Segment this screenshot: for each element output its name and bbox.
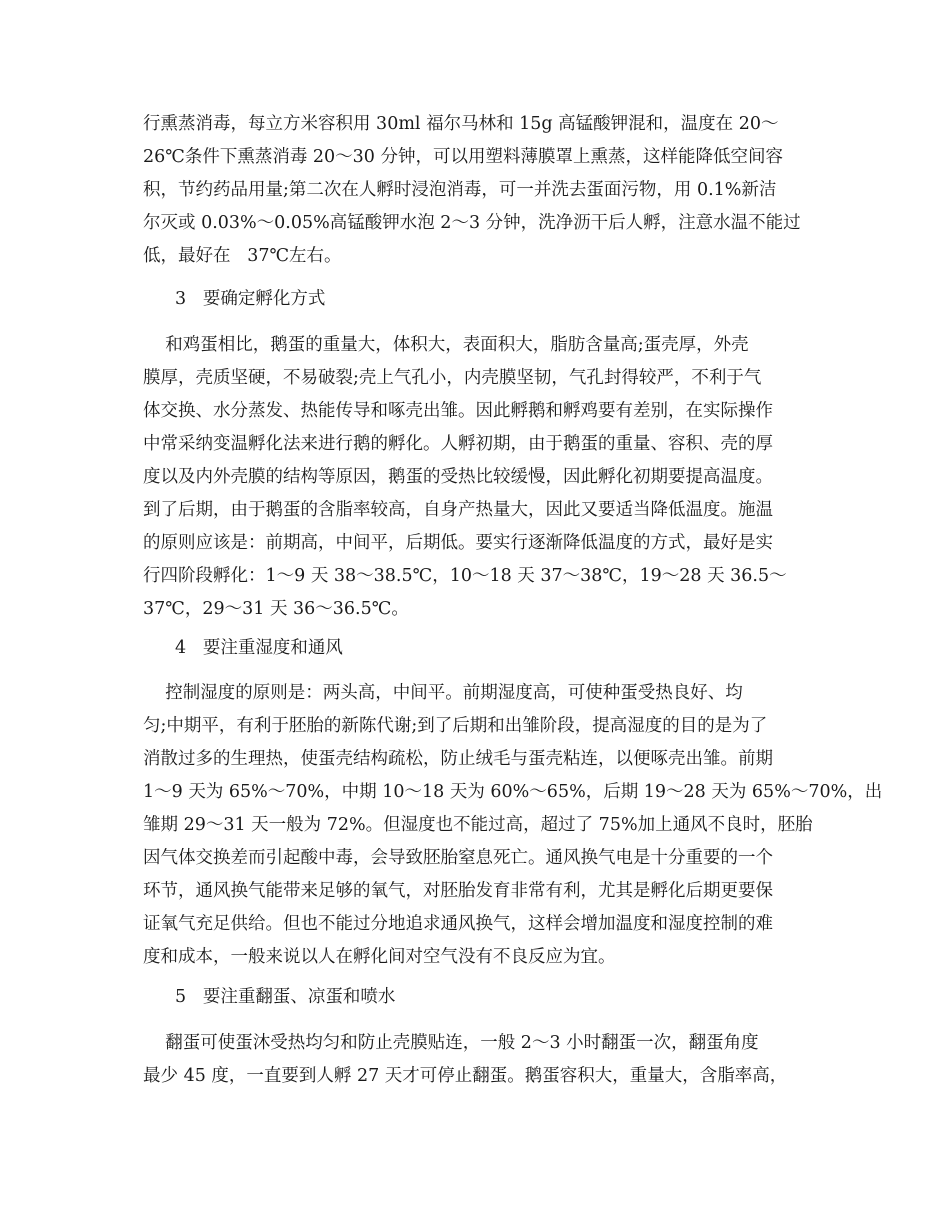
text-line: 行四阶段孵化：1～9 天 38～38.5℃，10～18 天 37～38℃，19～28 天 36.5～ xyxy=(143,566,787,586)
text-line: 积，节约药品用量;第二次在人孵时浸泡消毒，可一并洗去蛋面污物，用 0.1%新洁 xyxy=(143,180,777,200)
text-line: 低，最好在 37℃左右。 xyxy=(143,246,342,266)
text-line: 体交换、水分蒸发、热能传导和啄壳出雏。因此孵鹅和孵鸡要有差别，在实际操作 xyxy=(143,401,773,421)
text-line: 证氧气充足供给。但也不能过分地追求通风换气，这样会增加温度和湿度控制的难 xyxy=(143,914,773,934)
text-line: 到了后期，由于鹅蛋的含脂率较高，自身产热量大，因此又要适当降低温度。施温 xyxy=(143,500,773,520)
paragraph-humidity-ventilation xyxy=(143,677,883,974)
text-line: 环节，通风换气能带来足够的氧气，对胚胎发育非常有利，尤其是孵化后期更要保 xyxy=(143,881,773,901)
text-line: 度和成本，一般来说以人在孵化间对空气没有不良反应为宜。 xyxy=(143,947,616,967)
text-line: 1～9 天为 65%～70%，中期 10～18 天为 60%～65%，后期 19～28 天为 65%～70%，出 xyxy=(143,782,883,802)
text-line: 26℃条件下熏蒸消毒 20～30 分钟，可以用塑料薄膜罩上熏蒸，这样能降低空间容 xyxy=(143,147,784,167)
text-line: 37℃，29～31 天 36～36.5℃。 xyxy=(143,599,409,619)
text-line: 和鸡蛋相比，鹅蛋的重量大，体积大，表面积大，脂肪含量高;蛋壳厚，外壳 xyxy=(143,335,749,355)
text-line: 膜厚，壳质坚硬，不易破裂;壳上气孔小，内壳膜坚韧，气孔封得较严，不利于气 xyxy=(143,368,762,388)
text-line: 行熏蒸消毒，每立方米容积用 30ml 福尔马林和 15g 高锰酸钾混和，温度在 20～ xyxy=(143,114,779,134)
paragraph-incubation-method xyxy=(143,329,815,626)
text-line: 中常采纳变温孵化法来进行鹅的孵化。人孵初期，由于鹅蛋的重量、容积、壳的厚 xyxy=(143,434,773,454)
section-heading-3: 3 要确定孵化方式 xyxy=(175,289,326,309)
text-line: 匀;中期平，有利于胚胎的新陈代谢;到了后期和出雏阶段，提高湿度的目的是为了 xyxy=(143,716,768,736)
paragraph-turning-cooling xyxy=(143,1027,815,1093)
text-line: 度以及内外壳膜的结构等原因，鹅蛋的受热比较缓慢，因此孵化初期要提高温度。 xyxy=(143,467,773,487)
text-line: 控制湿度的原则是：两头高，中间平。前期湿度高，可使种蛋受热良好、均 xyxy=(143,683,743,703)
section-heading-5: 5 要注重翻蛋、凉蛋和喷水 xyxy=(175,987,396,1007)
text-line: 最少 45 度，一直要到人孵 27 天才可停止翻蛋。鹅蛋容积大，重量大，含脂率高， xyxy=(143,1066,788,1086)
text-line: 翻蛋可使蛋沐受热均匀和防止壳膜贴连，一般 2～3 小时翻蛋一次，翻蛋角度 xyxy=(143,1033,759,1053)
section-heading-4: 4 要注重湿度和通风 xyxy=(175,638,343,658)
text-line: 消散过多的生理热，使蛋壳结构疏松，防止绒毛与蛋壳粘连，以便啄壳出雏。前期 xyxy=(143,749,773,769)
paragraph-disinfection xyxy=(143,108,815,273)
text-line: 因气体交换差而引起酸中毒，会导致胚胎窒息死亡。通风换气电是十分重要的一个 xyxy=(143,848,773,868)
text-line: 雏期 29～31 天一般为 72%。但湿度也不能过高，超过了 75%加上通风不良时，胚胎 xyxy=(143,815,813,835)
text-line: 的原则应该是：前期高，中间平，后期低。要实行逐渐降低温度的方式，最好是实 xyxy=(143,533,773,553)
text-line: 尔灭或 0.03%～0.05%高锰酸钾水泡 2～3 分钟，洗净沥干后人孵，注意水温不能过 xyxy=(143,213,801,233)
